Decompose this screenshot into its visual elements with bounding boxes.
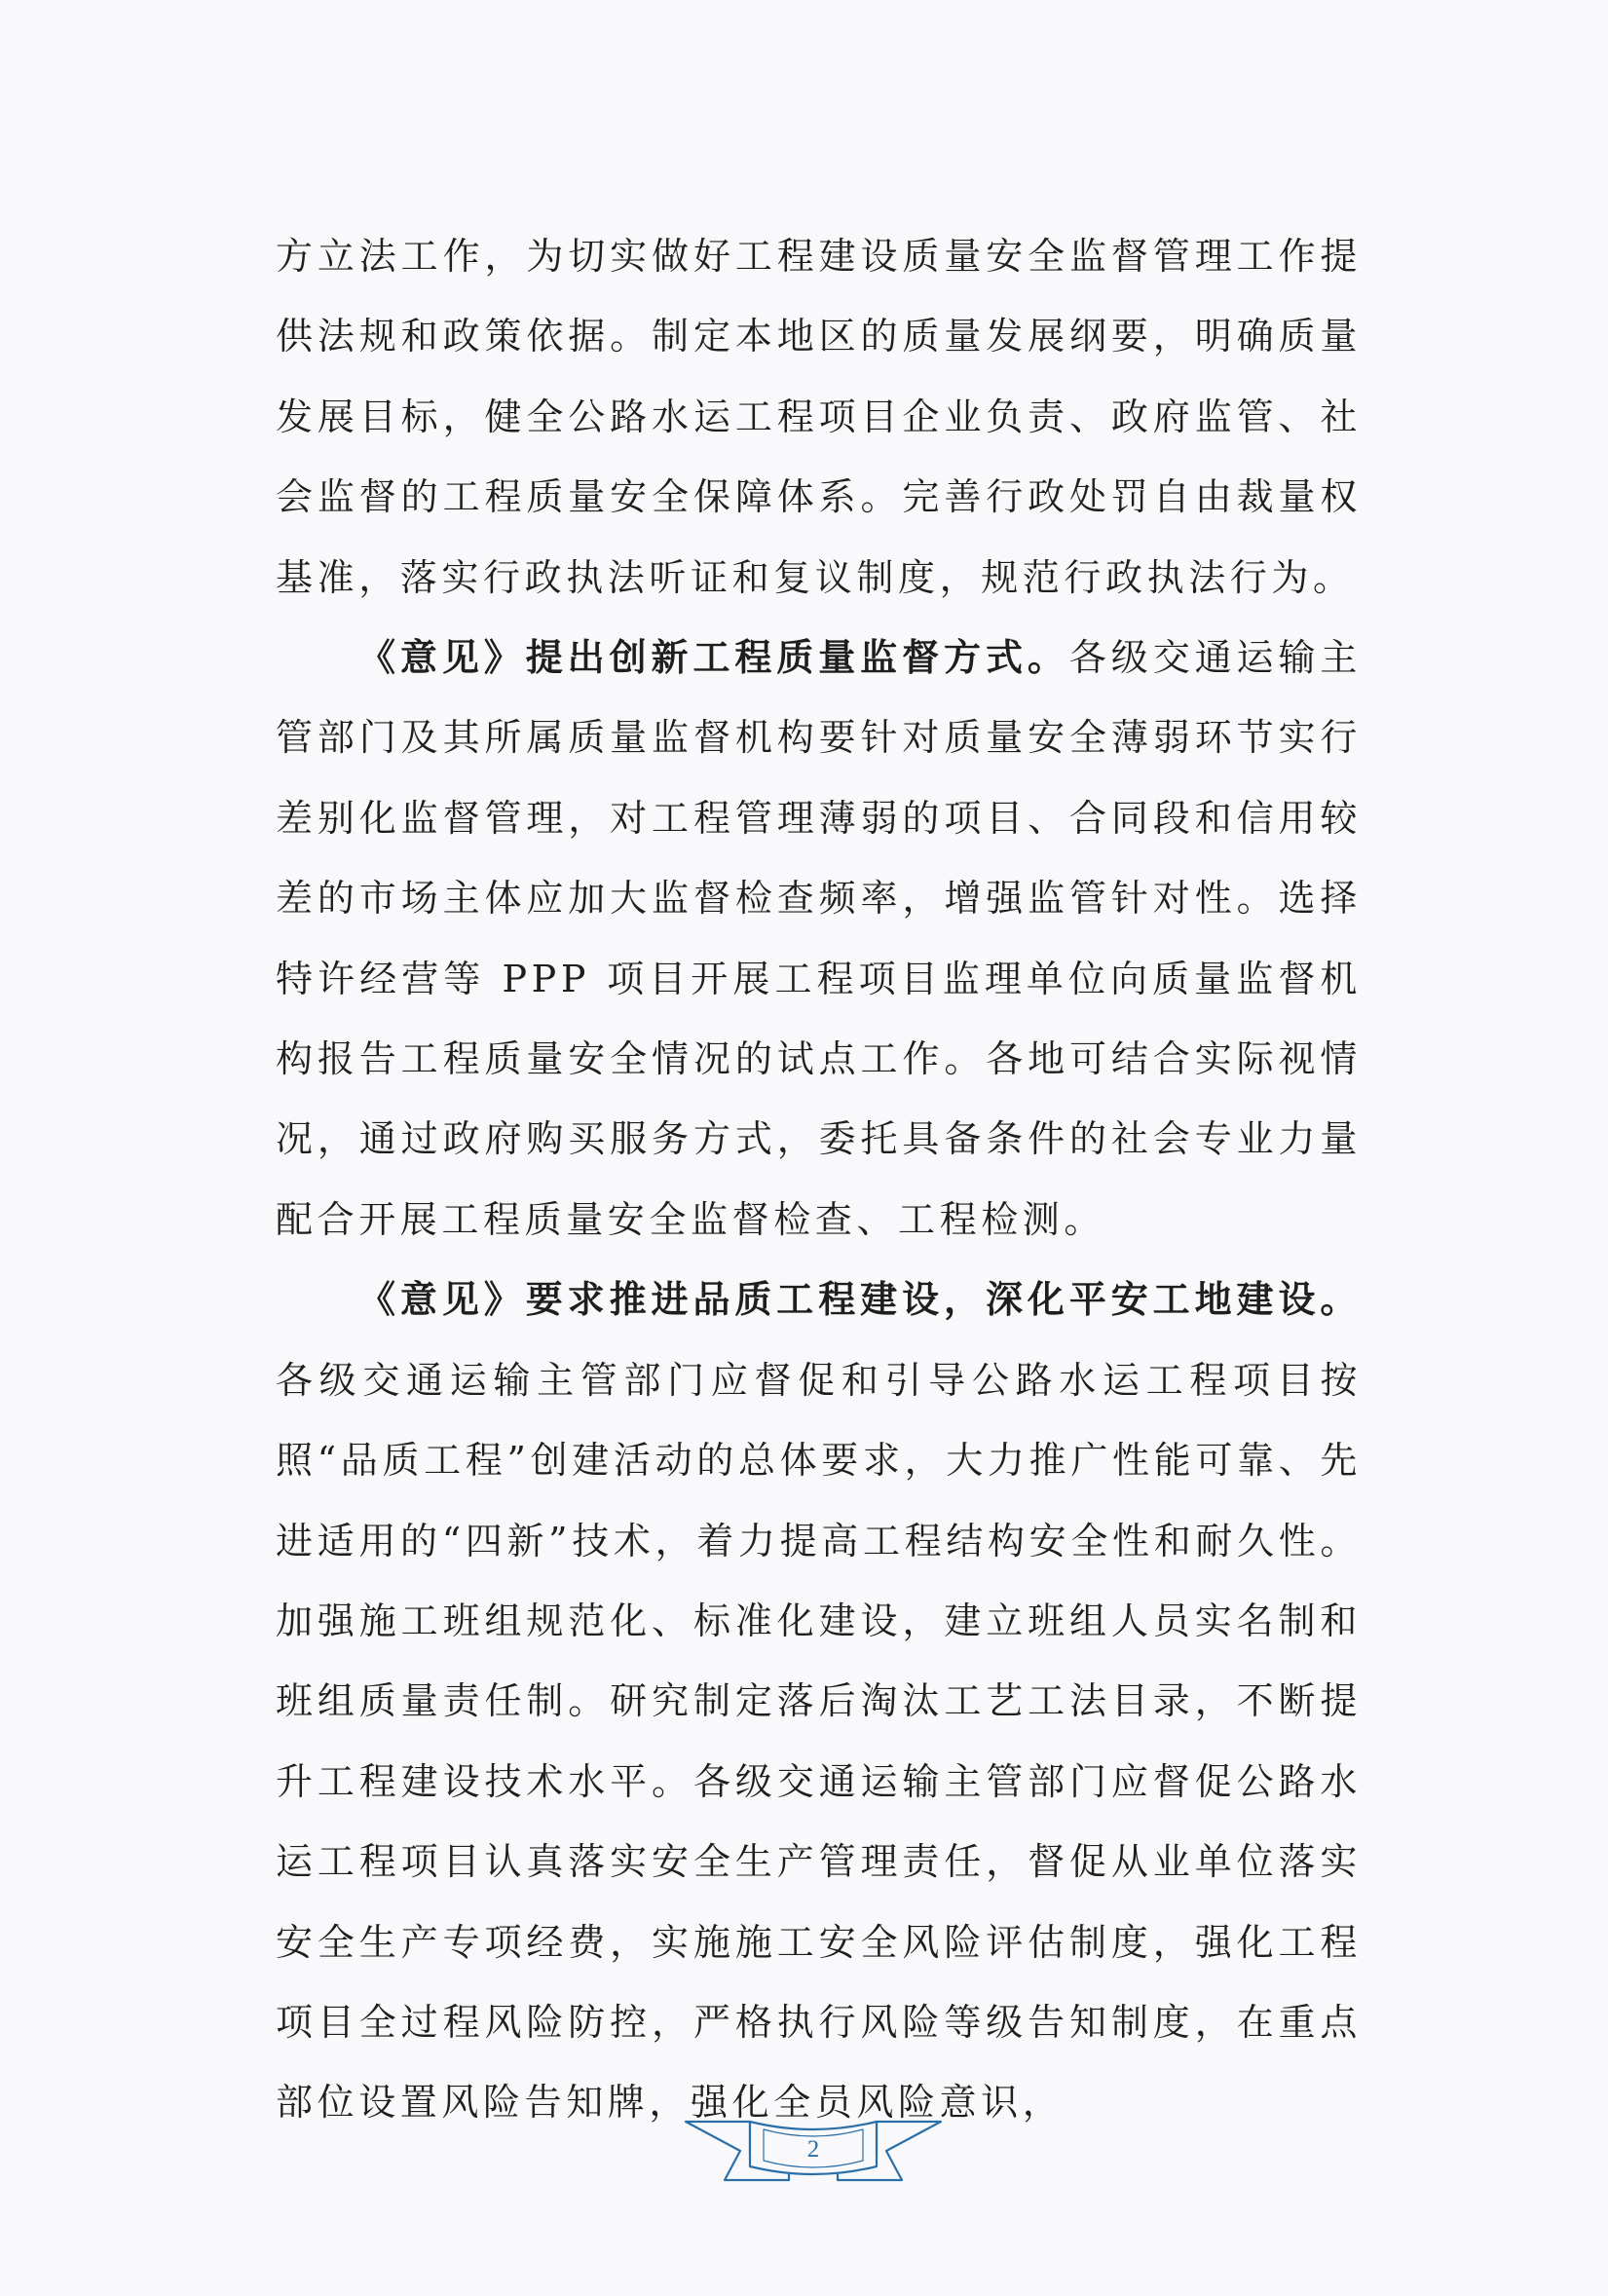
paragraph-3 [276, 1260, 1362, 2142]
paragraph-1 [276, 216, 1362, 618]
paragraph-2-text: 各级交通运输主管部门及其所属质量监督机构要针对质量安全薄弱环节实行差别化监督管理，对工程管理薄弱的项目、合同段和信用较差的市场主体应加大监督检查频率，增强监管针对性。选择特许经营等 PPP 项目开展工程项目监理单位向质量监督机构报告工程质量安全情况的试点工作。各地可结合实际视情况，通过政府购买服务方式，委托具备条件的社会专业力量配合开展工程质量安全监督检查、工程检测。 [276, 636, 1363, 1241]
document-body [276, 216, 1362, 2143]
paragraph-2-lead: 《意见》提出创新工程质量监督方式。 [358, 635, 1069, 680]
paragraph-3-text: 各级交通运输主管部门应督促和引导公路水运工程项目按照“品质工程”创建活动的总体要求，大力推广性能可靠、先进适用的“四新”技术，着力提高工程结构安全性和耐久性。加强施工班组规范化、标准化建设，建立班组人员实名制和班组质量责任制。研究制定落后淘汰工艺工法目录，不断提升工程建设技术水平。各级交通运输主管部门应督促公路水运工程项目认真落实安全生产管理责任，督促从业单位落实安全生产专项经费，实施施工安全风险评估制度，强化工程项目全过程风险防控，严格执行风险等级告知制度，在重点部位设置风险告知牌，强化全员风险意识， [276, 1358, 1362, 2125]
page-number: 2 [806, 2136, 820, 2163]
paragraph-3-lead: 《意见》要求推进品质工程建设，深化平安工地建设。 [358, 1277, 1362, 1322]
paragraph-1-text: 方立法工作，为切实做好工程建设质量安全监督管理工作提供法规和政策依据。制定本地区的质量发展纲要，明确质量发展目标，健全公路水运工程项目企业负责、政府监管、社会监督的工程质量安全保障体系。完善行政处罚自由裁量权基准，落实行政执法听证和复议制度，规范行政执法行为。 [276, 235, 1362, 599]
page-number-ribbon [682, 2116, 945, 2186]
paragraph-2 [276, 618, 1362, 1260]
